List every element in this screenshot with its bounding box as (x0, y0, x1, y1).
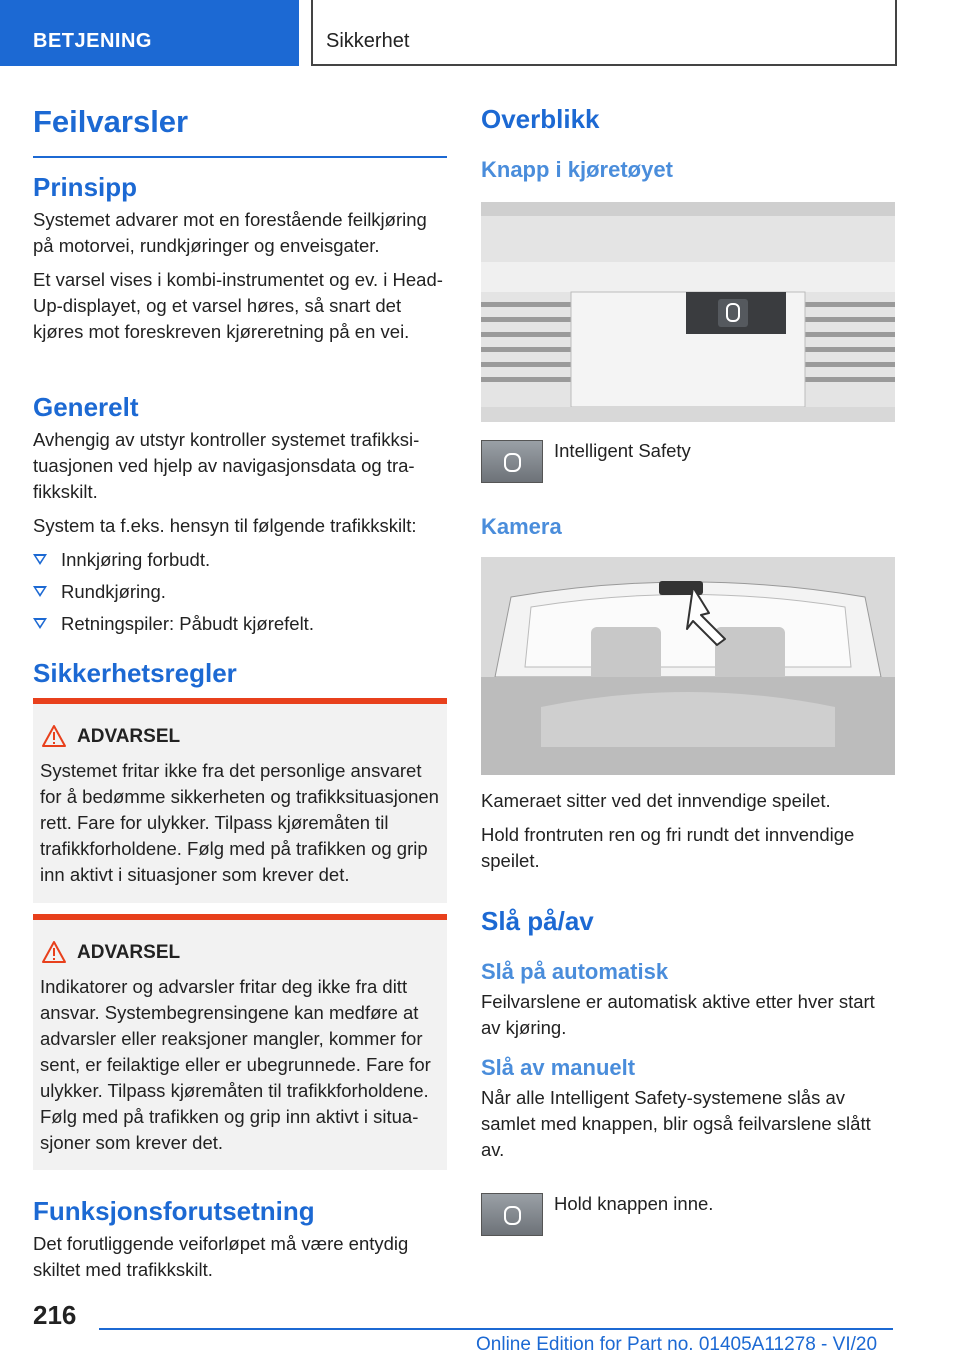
chapter-label: Sikkerhet (326, 30, 410, 52)
general-heading: Generelt (33, 392, 139, 422)
prereq-text: Det forutliggende veiforløpet må være entydig skiltet med trafikkskilt. (33, 1233, 409, 1280)
warning-title: ADVARSEL (77, 726, 181, 747)
manual-text: Når alle Intelligent Safety-systemene slås av samlet med knappen, blir også feilvarslene slått av. (481, 1087, 871, 1160)
warning-triangle-icon (41, 940, 67, 964)
warning-box-1 (33, 698, 447, 903)
camera-text-2: Hold frontruten ren og fri rundt det innvendige speilet. (481, 824, 855, 871)
principle-section (33, 172, 447, 345)
list-item: Retningspiler: Påbudt kjørefelt. (33, 611, 447, 637)
list-item: Rundkjøring. (33, 579, 447, 605)
footer-rule (99, 1328, 893, 1330)
warning-box-2 (33, 914, 447, 1170)
section-label: BETJENING (33, 30, 152, 52)
warning-triangle-icon (41, 724, 67, 748)
warning-text: Systemet fritar ikke fra det personlige ansvaret for å bedømme sikkerheten og trafikksituasjonen rett. Fare for ulykker. Tilpass kjøremåten til trafikkforholdene. Følg med på trafikken og grip inn aktivt i situasjoner som krever det. (40, 760, 439, 885)
principle-text-1: Systemet advarer mot en forestående feilkjøring på motorvei, rundkjøringer og enveisgater. (33, 209, 427, 256)
dashboard-button-image (481, 202, 895, 422)
principle-heading: Prinsipp (33, 172, 138, 202)
safety-heading: Sikkerhetsregler (33, 658, 237, 688)
intelligent-safety-button-icon (481, 1193, 543, 1236)
overview-heading: Overblikk (481, 104, 600, 134)
intelligent-safety-button-icon (481, 440, 543, 483)
chapter-tab (311, 0, 897, 66)
hold-button-text: Hold knappen inne. (554, 1193, 714, 1214)
sign-list (33, 547, 447, 637)
list-item: Innkjøring forbudt. (33, 547, 447, 573)
manual-heading: Slå av manuelt (481, 1055, 636, 1080)
camera-text-1: Kameraet sitter ved det innvendige speilet. (481, 790, 831, 811)
prereq-heading: Funksjonsforutsetning (33, 1196, 315, 1226)
page-title: Feilvarsler (33, 104, 189, 139)
triangle-bullet-icon (33, 618, 47, 629)
page-number: 216 (33, 1300, 77, 1330)
triangle-bullet-icon (33, 586, 47, 597)
button-heading: Knapp i kjøretøyet (481, 157, 673, 182)
edition-text: Online Edition for Part no. 01405A11278 - VI/20 (476, 1334, 878, 1355)
general-text-2: System ta f.eks. hensyn til følgende trafikkskilt: (33, 515, 417, 536)
camera-heading: Kamera (481, 514, 562, 539)
warning-title: ADVARSEL (77, 942, 181, 963)
triangle-bullet-icon (33, 554, 47, 565)
general-text-1: Avhengig av utstyr kontroller systemet trafikksituasjonen ved hjelp av navigasjonsdata og trafikkskilt. (33, 429, 420, 502)
title-rule (33, 156, 447, 158)
onoff-heading: Slå på/av (481, 906, 594, 936)
prereq-section (33, 1196, 447, 1283)
overview-section (481, 104, 895, 183)
auto-heading: Slå på automatisk (481, 959, 669, 984)
warning-text: Indikatorer og advarsler fritar deg ikke fra ditt ansvar. Systembegrensingene kan medføre at advarsler eller reaksjoner mangler, kommer for sent, er feilaktige eller er ubegrunnede. Fare for ulykker. Tilpass kjøremåten til trafikkforholdene. Følg med på trafikken og grip inn aktivt i situasjoner som krever det. (40, 976, 431, 1153)
safety-section (33, 658, 447, 689)
left-column (33, 104, 447, 158)
onoff-section (481, 906, 895, 1163)
button-label: Intelligent Safety (554, 440, 691, 461)
section-tab (0, 0, 299, 66)
auto-text: Feilvarslene er automatisk aktive etter hver start av kjøring. (481, 991, 875, 1038)
camera-location-image (481, 557, 895, 775)
camera-section (481, 788, 895, 874)
principle-text-2: Et varsel vises i kombi-instrumentet og ev. i Head-Up-displayet, og et varsel høres, så snart det kjøres mot foreskreven kjøreretning på en vei. (33, 269, 443, 342)
general-section (33, 392, 447, 643)
